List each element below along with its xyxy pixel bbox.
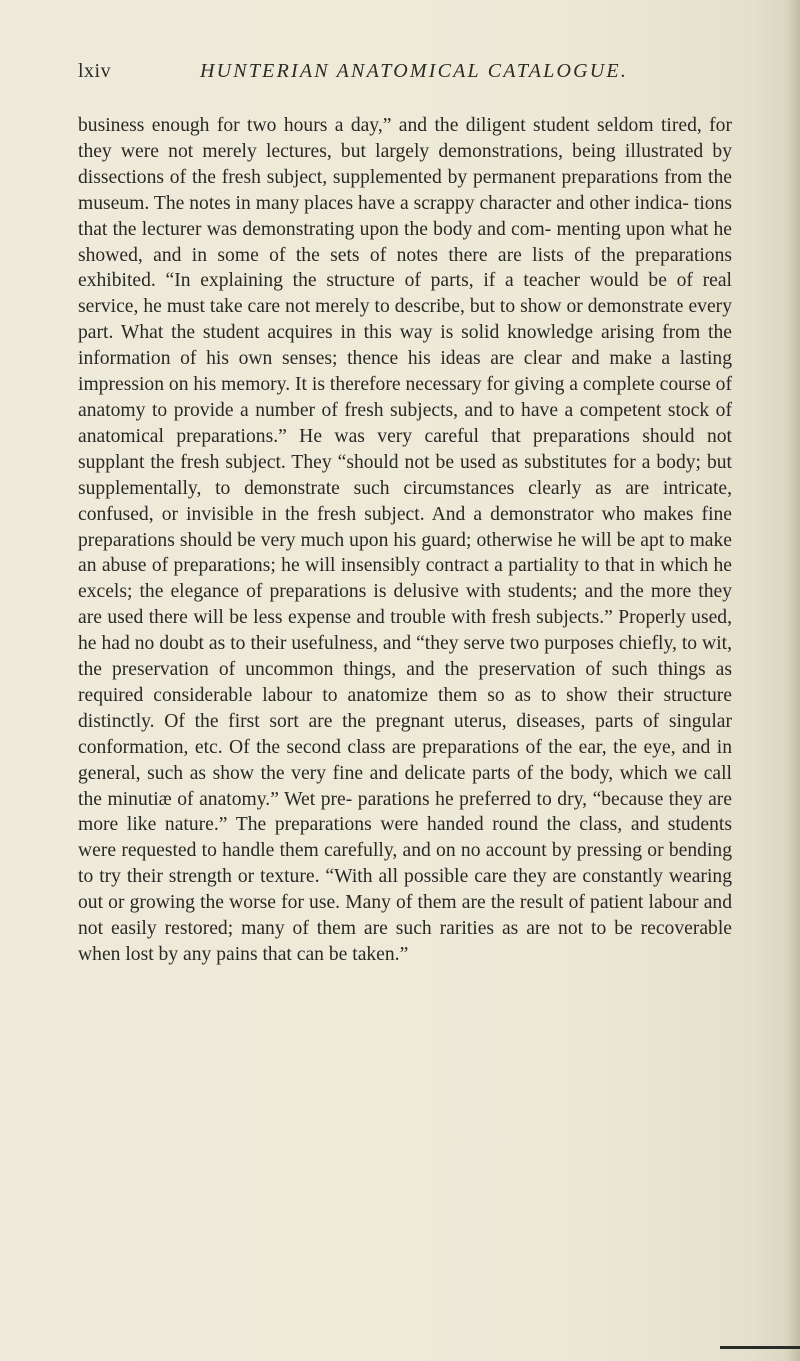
running-title: HUNTERIAN ANATOMICAL CATALOGUE. — [200, 60, 629, 82]
page-edge-shadow — [786, 0, 800, 1361]
page-edge-mark — [720, 1346, 800, 1349]
body-paragraph: business enough for two hours a day,” and the diligent student seldom tired, for they were not merely lectures, but largely demonstrations, being illustrated by dissections of the fresh subject, supplemented by permanent preparations from the museum. The notes in many places have a scrappy character and other indica- tions that the lecturer was demonstrating upon the body and com- menting upon what he showed, and in some of the sets of notes there are lists of the preparations exhibited. “In explaining the structure of parts, if a teacher would be of real service, he must take care not merely to describe, but to show or demonstrate every part. What the student acquires in this way is solid knowledge arising from the information of his own senses; thence his ideas are clear and make a lasting impression on his memory. It is therefore necessary for giving a complete course of anatomy to provide a number of fresh subjects, and to have a competent stock of anatomical preparations.” He was very careful that preparations should not supplant the fresh subject. They “should not be used as substitutes for a body; but supplementally, to demonstrate such circumstances clearly as are intricate, confused, or invisible in the fresh subject. And a demonstrator who makes fine preparations should be very much upon his guard; otherwise he will be apt to make an abuse of preparations; he will insensibly contract a partiality to that in which he excels; the elegance of preparations is delusive with students; and the more they are used there will be less expense and trouble with fresh subjects.” Properly used, he had no doubt as to their usefulness, and “they serve two purposes chiefly, to wit, the preservation of uncommon things, and the preservation of such things as required considerable labour to anatomize them so as to show their structure distinctly. Of the first sort are the pregnant uterus, diseases, parts of singular conformation, etc. Of the second class are preparations of the ear, the eye, and in general, such as show the very fine and delicate parts of the body, which we call the minutiæ of anatomy.” Wet pre- parations he preferred to dry, “because they are more like nature.” The preparations were handed round the class, and students were requested to handle them carefully, and on no account by pressing or bending to try their strength or texture. “With all possible care they are constantly wearing out or growing the worse for use. Many of them are the result of patient labour and not easily restored; many of them are such rarities as are not to be recoverable when lost by any pains that can be taken.” — [78, 115, 732, 965]
running-head — [78, 60, 728, 90]
page-number: lxiv — [78, 60, 112, 82]
